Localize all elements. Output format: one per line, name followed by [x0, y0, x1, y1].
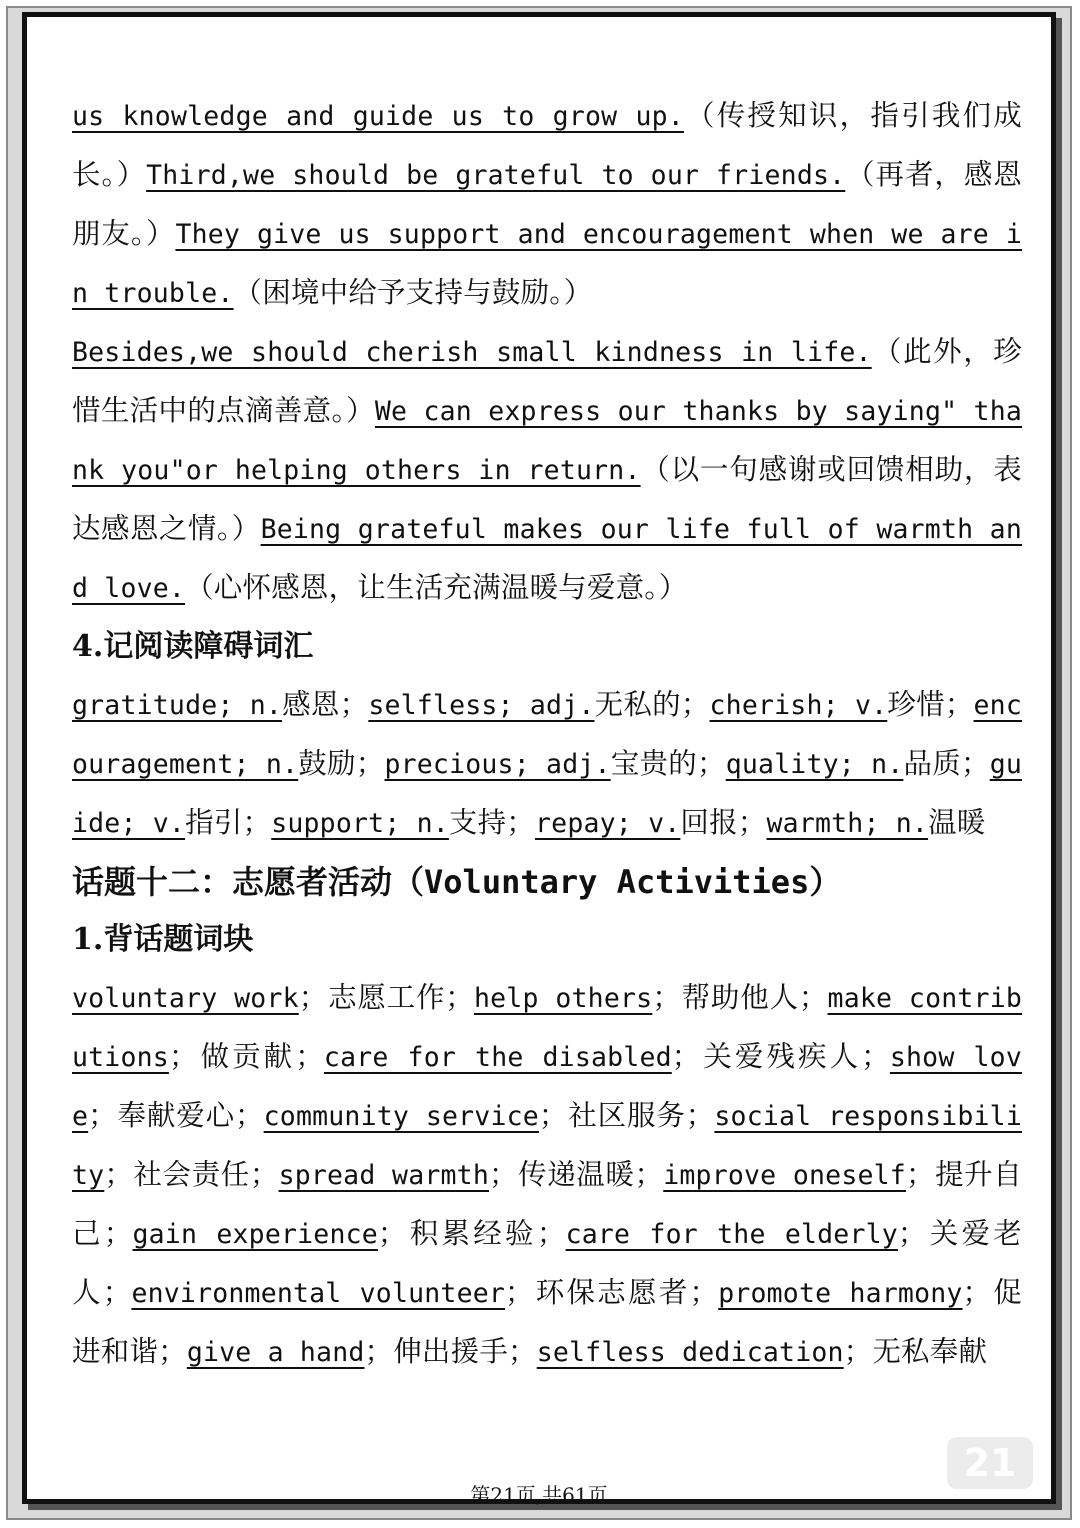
chinese-segment: ；帮助他人；: [652, 981, 828, 1014]
chinese-segment: 温暖: [928, 806, 986, 839]
chinese-segment: ；传递温暖；: [488, 1158, 664, 1191]
english-segment: support; n.: [271, 808, 449, 839]
english-segment: They give us support and encouragement when we are in trouble.: [72, 219, 1022, 309]
chinese-segment: 支持；: [448, 806, 536, 839]
chinese-segment: ；关爱残疾人；: [671, 1040, 890, 1073]
chinese-segment: 无私的；: [594, 688, 710, 721]
english-segment: show love: [72, 1042, 1022, 1132]
topic-title: [72, 853, 1022, 911]
english-segment: promote harmony: [718, 1278, 963, 1309]
chinese-segment: 品质；: [903, 747, 990, 780]
page-content: [72, 87, 1022, 1382]
chinese-segment: （此外，珍惜生活中的点滴善意。）: [72, 335, 1022, 427]
chinese-segment: 鼓励；: [298, 747, 385, 780]
chinese-segment: ；促进和谐；: [72, 1276, 1022, 1368]
english-segment: warmth; n.: [766, 808, 929, 839]
chinese-segment: ；奉献爱心；: [88, 1099, 264, 1132]
chinese-segment: （传授知识，指引我们成长。）: [72, 99, 1022, 191]
chinese-segment: ；社会责任；: [104, 1158, 279, 1191]
heading-phrases: 1.背话题词块: [72, 922, 254, 957]
chinese-segment: ；志愿工作；: [298, 981, 474, 1014]
english-segment: help others: [474, 983, 653, 1014]
english-segment: Third,we should be grateful to our friends.: [146, 160, 846, 191]
english-segment: guide; v.: [72, 749, 1022, 839]
chinese-segment: ；伸出援手；: [364, 1335, 537, 1368]
chinese-segment: 回报；: [680, 806, 767, 839]
chinese-segment: ；做贡献；: [168, 1040, 324, 1073]
english-segment: cherish; v.: [709, 690, 888, 721]
chinese-segment: 宝贵的；: [610, 747, 726, 780]
english-segment: precious; adj.: [384, 749, 611, 780]
english-segment: Being grateful makes our life full of warmth and love.: [72, 514, 1022, 604]
chinese-segment: 指引；: [185, 806, 272, 839]
chinese-segment: （以一句感谢或回馈相助，表达感恩之情。）: [72, 453, 1022, 545]
english-segment: We can express our thanks by saying" thank you"or helping others in return.: [72, 396, 1022, 486]
chinese-segment: ；关爱老人；: [72, 1217, 1022, 1309]
topic-title-cn: 话题十二：志愿者活动（: [72, 863, 425, 901]
chinese-segment: ；提升自己；: [72, 1158, 1022, 1250]
english-segment: environmental volunteer: [131, 1278, 506, 1309]
english-segment: gratitude; n.: [72, 690, 283, 721]
chinese-segment: （再者，感恩朋友。）: [72, 158, 1023, 250]
chinese-segment: ；积累经验；: [377, 1217, 566, 1250]
paragraph-gratitude-friends: [72, 87, 1022, 323]
page-footer: 第21页,共61页: [470, 1483, 608, 1507]
english-segment: repay; v.: [535, 808, 681, 839]
chinese-segment: （心怀感恩，让生活充满温暖与爱意。）: [185, 571, 688, 604]
topic-title-en: Voluntary Activities: [424, 863, 810, 901]
chinese-segment: 珍惜；: [887, 688, 974, 721]
english-segment: selfless dedication: [536, 1337, 844, 1368]
chinese-segment: 感恩；: [282, 688, 369, 721]
phrase-list: [72, 969, 1022, 1382]
english-segment: selfless; adj.: [368, 690, 595, 721]
english-segment: make contributions: [72, 983, 1023, 1073]
paragraph-cherish-kindness: [72, 323, 1022, 618]
english-segment: quality; n.: [725, 749, 904, 780]
english-segment: community service: [263, 1101, 539, 1132]
chinese-segment: ；社区服务；: [538, 1099, 715, 1132]
english-segment: care for the elderly: [565, 1219, 898, 1250]
chinese-segment: ；无私奉献: [843, 1335, 988, 1368]
english-segment: improve oneself: [663, 1160, 906, 1191]
chinese-segment: （困境中给予支持与鼓励。）: [233, 276, 593, 309]
english-segment: spread warmth: [278, 1160, 489, 1191]
english-segment: care for the disabled: [323, 1042, 672, 1073]
english-segment: gain experience: [132, 1219, 378, 1250]
document-page: [22, 12, 1056, 1507]
english-segment: give a hand: [186, 1337, 365, 1368]
vocabulary-list: [72, 676, 1022, 853]
heading-vocabulary: 4.记阅读障碍词汇: [72, 629, 314, 664]
english-segment: us knowledge and guide us to grow up.: [72, 101, 684, 132]
english-segment: voluntary work: [72, 983, 299, 1014]
english-segment: encouragement; n.: [72, 690, 1022, 780]
english-segment: social responsibility: [72, 1101, 1022, 1191]
page-frame: [6, 6, 1072, 1520]
page-number-badge: 21: [947, 1437, 1033, 1489]
chinese-segment: ；环保志愿者；: [505, 1276, 719, 1309]
english-segment: Besides,we should cherish small kindness in life.: [72, 337, 872, 368]
topic-title-end: ）: [809, 863, 842, 901]
